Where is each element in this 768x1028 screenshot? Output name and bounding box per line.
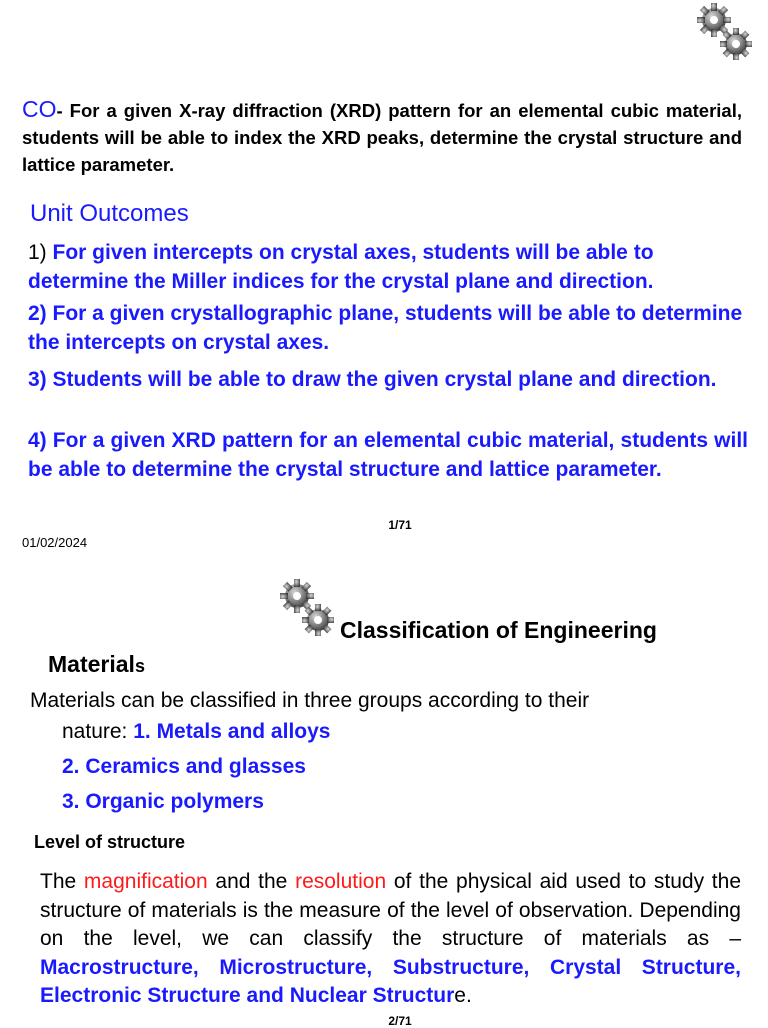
title-suffix: s (134, 656, 145, 676)
para-text: of the physical aid used to study the structure of materials is the measure of the level of observation. Depending on the level, we can classify the structure of materials as – (40, 870, 741, 950)
slide-title-continued (48, 651, 145, 678)
gears-icon (276, 574, 340, 640)
structure-types: Macrostructure, Microstructure, Substructure, Crystal Structure, Electronic Structure and Nuclear Structur (40, 955, 741, 1007)
page-number: 2/71 (388, 1014, 412, 1028)
material-metals: 1. Metals and alloys (133, 720, 331, 743)
highlight-resolution: resolution (295, 870, 387, 893)
level-of-structure-heading: Level of structure (34, 832, 186, 852)
material-polymers: 3. Organic polymers (62, 790, 264, 813)
material-ceramics: 2. Ceramics and glasses (62, 755, 306, 778)
slide-title: Classification of Engineering (340, 617, 657, 643)
unit-outcome-number: 1) (28, 241, 53, 264)
intro-continuation: nature: (62, 720, 134, 743)
co-text: - For a given X-ray diffraction (XRD) pattern for an elemental cubic material, students will be able to index the XRD peaks, determine the crystal structure and lattice parameter. (22, 100, 742, 175)
unit-outcome-2: 2) For a given crystallographic plane, students will be able to determine the intercepts on crystal axes. (28, 302, 743, 354)
course-outcome (22, 96, 742, 178)
gears-icon (692, 0, 754, 64)
materials-intro: Materials can be classified in three groups according to their (30, 689, 590, 712)
para-text: and the (207, 870, 296, 893)
co-tag: CO (22, 96, 57, 122)
unit-outcome-4: 4) For a given XRD pattern for an elemental cubic material, students will be able to determine the crystal structure and lattice parameter. (28, 429, 748, 481)
para-text: e. (454, 984, 472, 1007)
structure-paragraph (40, 868, 741, 1011)
materials-item-1 (62, 720, 330, 744)
unit-outcome-text: For given intercepts on crystal axes, students will be able to determine the Miller indices for the crystal plane and direction. (28, 241, 654, 293)
slide-date: 01/02/2024 (22, 535, 88, 550)
unit-outcome-3: 3) Students will be able to draw the given crystal plane and direction. (28, 368, 717, 391)
highlight-magnification: magnification (83, 870, 208, 893)
title-word: Material (48, 651, 135, 677)
unit-outcome-1 (28, 238, 748, 296)
unit-outcomes-title: Unit Outcomes (30, 200, 189, 227)
page-number: 1/71 (388, 518, 412, 532)
para-text: The (40, 870, 84, 893)
